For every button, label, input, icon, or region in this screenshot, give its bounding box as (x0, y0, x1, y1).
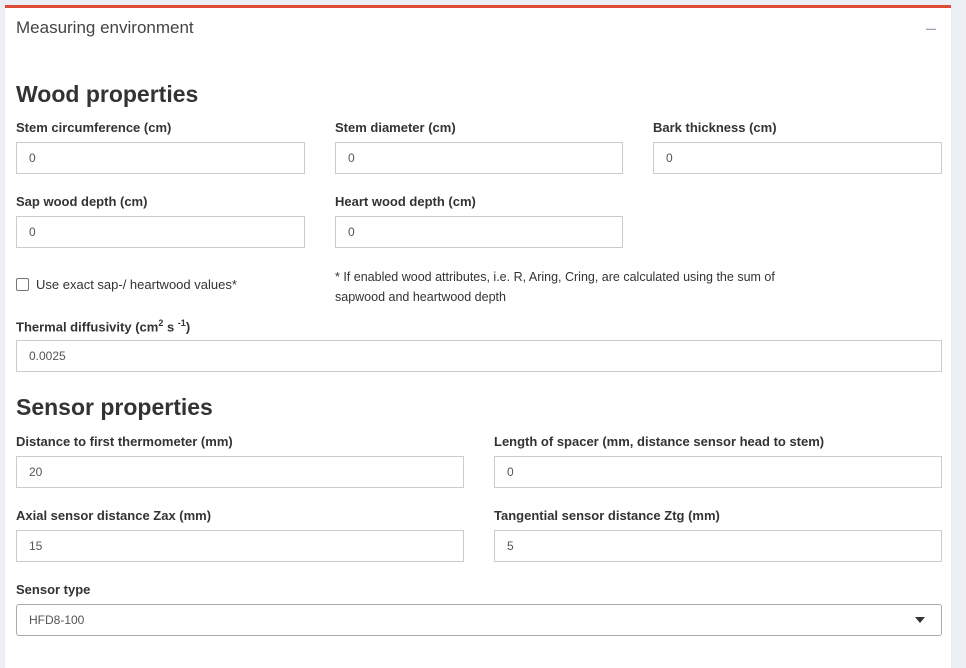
tangential-distance-label: Tangential sensor distance Ztg (mm) (494, 508, 720, 523)
bark-thickness-input[interactable]: 0 (653, 142, 942, 174)
stem-circumference-input[interactable]: 0 (16, 142, 305, 174)
axial-distance-label: Axial sensor distance Zax (mm) (16, 508, 212, 523)
minus-icon[interactable]: – (925, 18, 936, 38)
panel-title: Measuring environment (16, 18, 194, 37)
thermal-diffusivity-label: Thermal diffusivity ($cm^2$ s $^{-1}$) (16, 318, 191, 335)
wood-attributes-note: * If enabled wood attributes, i.e. R, Aring, Cring, are calculated using the sum of sapwood and heartwood depth (335, 270, 775, 304)
stem-diameter-input[interactable]: 0 (335, 142, 623, 174)
distance-first-thermometer-input[interactable]: 20 (16, 456, 464, 488)
spacer-length-input[interactable]: 0 (494, 456, 942, 488)
heart-wood-depth-label: Heart wood depth (cm) (335, 194, 476, 209)
sensor-type-value: HFD8-100 (29, 613, 85, 627)
spacer-length-label: Length of spacer (mm, distance sensor head to stem) (494, 434, 825, 449)
thermal-diffusivity-input[interactable]: 0.0025 (16, 340, 942, 372)
stem-circumference-label: Stem circumference (cm) (16, 120, 172, 135)
sensor-properties-heading: Sensor properties (16, 394, 213, 420)
sensor-type-select[interactable] (16, 604, 942, 636)
bark-thickness-label: Bark thickness (cm) (653, 120, 777, 135)
sap-wood-depth-input[interactable]: 0 (16, 216, 305, 248)
stem-diameter-label: Stem diameter (cm) (335, 120, 456, 135)
distance-first-thermometer-label: Distance to first thermometer (mm) (16, 434, 233, 449)
tangential-distance-input[interactable]: 5 (494, 530, 942, 562)
sap-wood-depth-label: Sap wood depth (cm) (16, 194, 148, 209)
wood-properties-heading: Wood properties (16, 81, 199, 107)
caret-down-icon (915, 617, 925, 623)
sensor-type-label: Sensor type (16, 582, 91, 597)
axial-distance-input[interactable]: 15 (16, 530, 464, 562)
heart-wood-depth-input[interactable]: 0 (335, 216, 623, 248)
measuring-environment-panel (5, 5, 951, 668)
use-exact-values-checkbox[interactable] (16, 278, 29, 291)
use-exact-values-label[interactable]: Use exact sap-/ heartwood values* (36, 277, 237, 292)
